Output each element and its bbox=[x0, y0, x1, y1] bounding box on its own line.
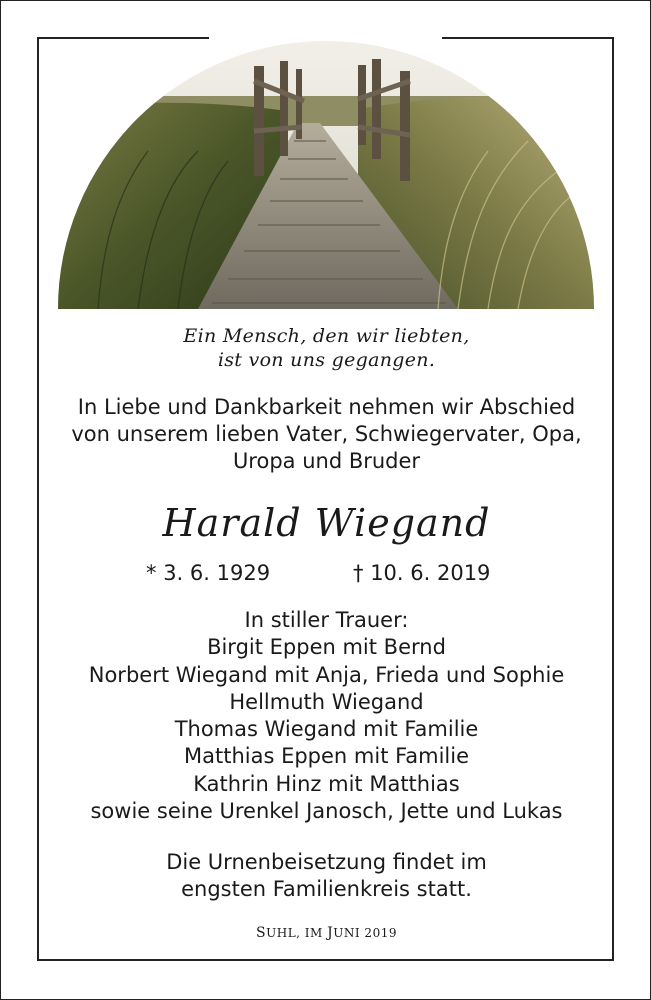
intro-line-3: Uropa und Bruder bbox=[232, 449, 421, 473]
death-date-value: 10. 6. 2019 bbox=[370, 561, 491, 585]
death-date bbox=[353, 559, 490, 587]
burial-line-1: Die Urnenbeisetzung findet im bbox=[166, 850, 487, 874]
mourner-name: Birgit Eppen mit Bernd bbox=[207, 635, 446, 660]
burial-line-2: engsten Familienkreis statt. bbox=[181, 877, 472, 901]
cross-icon: † bbox=[353, 561, 364, 585]
birth-date-value: 3. 6. 1929 bbox=[163, 561, 271, 585]
frame-top-right-rule bbox=[442, 37, 614, 39]
mourners-heading: In stiller Trauer: bbox=[244, 608, 409, 632]
quote-line-2: ist von uns gegangen. bbox=[217, 349, 436, 371]
deceased-name: Harald Wiegand bbox=[162, 501, 491, 545]
mourners-block bbox=[39, 607, 614, 825]
intro-block bbox=[39, 394, 614, 475]
mourner-name: Hellmuth Wiegand bbox=[229, 689, 424, 714]
mourner-name: Norbert Wiegand mit Anja, Frieda und Sophie bbox=[88, 662, 565, 687]
mourner-name: Thomas Wiegand mit Familie bbox=[174, 717, 479, 742]
intro-line-2: von unserem lieben Vater, Schwiegervater, Opa, bbox=[71, 422, 582, 446]
quote-line-1: Ein Mensch, den wir liebten, bbox=[183, 325, 470, 347]
mourner-name: Kathrin Hinz mit Matthias bbox=[193, 771, 460, 796]
boardwalk-photo bbox=[58, 41, 594, 309]
birth-symbol: * bbox=[146, 561, 157, 585]
frame-bottom-rule bbox=[37, 959, 614, 961]
place-and-date: SUHL, IM JUNI 2019 bbox=[256, 925, 397, 941]
burial-note bbox=[39, 849, 614, 903]
birth-date bbox=[146, 559, 270, 587]
mourner-name: sowie seine Urenkel Janosch, Jette und Lukas bbox=[90, 799, 563, 824]
quote-block bbox=[39, 324, 614, 372]
intro-line-1: In Liebe und Dankbarkeit nehmen wir Abschied bbox=[77, 395, 576, 419]
mourner-name: Matthias Eppen mit Familie bbox=[183, 744, 470, 769]
frame-top-left-rule bbox=[37, 37, 209, 39]
